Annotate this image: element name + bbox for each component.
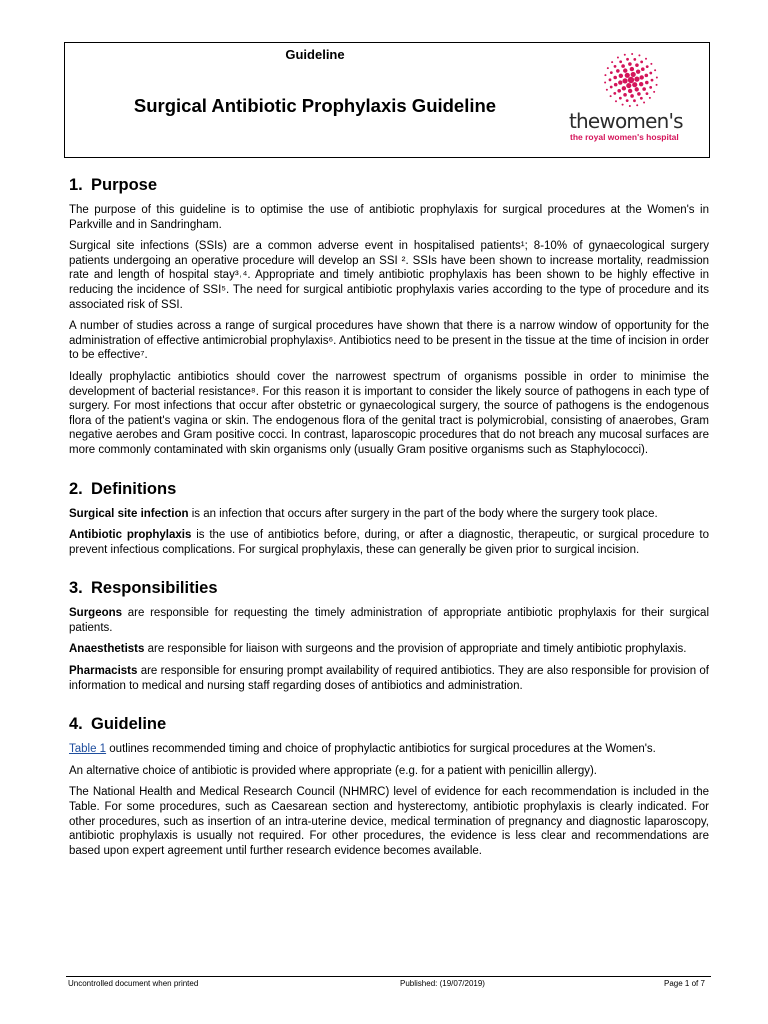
logo-dot [656,84,658,86]
logo-dot [614,83,618,87]
logo-dot [609,78,612,81]
logo-dot [619,60,622,63]
logo-dot [645,58,647,60]
paragraph: The National Health and Medical Research Council (NHMRC) level of evidence for each recommendation is included in the Table. For some procedures, such as Caesarean section and hysterectomy, antibiotic prophylaxis is clearly indicated. For other procedures, such as insertion of an intra-uterine device, medical termination of pregnancy and diagnostic laparoscopy, antibiotic prophylaxis is usually not required. For other procedures, the evidence is less clear and recommendations are based upon expert agreement until further research evidence becomes available. [69,786,709,857]
logo-dot [651,79,654,82]
logo-dot [633,58,636,61]
logo-dot [613,92,616,95]
footer-published: Published: (19/07/2019) [400,979,485,988]
document-header [64,42,710,158]
logo-dot [631,72,636,77]
logo-dot [622,104,624,106]
logo-dot [632,82,637,87]
responsibility-pharmacists: Pharmacists are responsible for ensuring prompt availability of required antibiotics. They are also responsible for provision of information to medical and nursing staff regarding doses of antibiotics and administration. [69,665,709,692]
logo-dot [617,89,621,93]
logo-subtitle: the royal women's hospital [570,132,679,142]
logo-dot [607,67,609,69]
logo-dot [625,73,630,78]
logo-dot [626,99,629,102]
logo-dot [616,69,620,73]
paragraph: Ideally prophylactic antibiotics should cover the narrowest spectrum of organisms possible in order to minimise the development of bacterial resistance⁸. For this reason it is important to consider the likely source of pathogens in each type of surgery. For most infections that occur after obstetric or gynaecological surgery, the source of pathogens is the endogenous flora of the patient's vagina or skin. The endogenous flora of the genital tract is polymicrobial, consisting of anaerobes, Gram negative aerobes and Gram positive cocci. In contrast, laparoscopic procedures that do not breach any mucosal surfaces are more commonly contaminated with skin organisms only (usually Gram positive organisms such as Staphylococci). [69,370,709,456]
logo-dot [631,53,633,55]
logo-dot [649,97,651,99]
logo-dot [614,65,617,68]
logo-dot [640,97,643,100]
definition-ssi: Surgical site infection is an infection that occurs after surgery in the part of the body where the surgery took place. [69,507,658,520]
logo-dot [636,69,640,73]
section-heading: 2. Definitions [69,479,177,498]
logo-dot [617,57,619,59]
logo-dot [643,101,645,103]
logo-dot [604,74,606,76]
logo-dot [640,61,643,64]
footer-divider [66,976,711,977]
logo-dot [640,75,644,79]
document-title: Surgical Antibiotic Prophylaxis Guideline [133,95,497,116]
logo-dot [613,76,617,80]
logo-dot [624,54,626,56]
hospital-logo [567,51,707,151]
logo-dot [628,89,632,93]
logo-dot [629,105,631,107]
logo-dot [645,81,649,85]
logo-dot [646,65,649,68]
document-body [69,176,709,880]
logo-dot [630,67,634,71]
logo-dot [606,89,608,91]
section-heading: 3. Responsibilities [69,579,218,598]
logo-dot [645,74,649,78]
section-guideline [69,715,709,858]
footer-page-number: Page 1 of 7 [664,979,705,988]
logo-dot [628,62,632,66]
logo-dot [619,74,623,78]
logo-dot [615,100,617,102]
logo-dot [633,99,636,102]
section-heading: 1. Purpose [69,176,158,194]
logo-dot [622,78,627,83]
logo-dot [650,63,652,65]
logo-dots-icon [602,51,660,109]
paragraph: Table 1 outlines recommended timing and choice of prophylactic antibiotics for surgical procedures at the Women's. [69,743,656,756]
footer-uncontrolled: Uncontrolled document when printed [68,979,199,988]
logo-dot [649,72,652,75]
logo-dot [642,87,646,91]
logo-dot [641,67,645,71]
logo-dot [637,92,641,96]
responsibility-surgeons: Surgeons are responsible for requesting the timely administration of appropriate antibiotic prophylaxis for their surgical patients. [69,607,709,634]
logo-dot [630,94,634,98]
section-definitions [69,480,709,558]
section-heading: 4. Guideline [69,715,167,734]
logo-dot [626,83,631,88]
logo-dot [621,64,625,68]
logo-dot [646,92,649,95]
section-responsibilities [69,579,709,693]
logo-dot [649,86,652,89]
logo-dot [610,95,612,97]
logo-dot [610,71,613,74]
logo-dot [623,68,627,72]
logo-dot [619,97,622,100]
logo-dot [618,80,622,84]
logo-dot [623,93,627,97]
logo-name: thewomen's [569,109,683,133]
definition-antibiotic-prophylaxis: Antibiotic prophylaxis is the use of antibiotics before, during, or after a diagnostic, therapeutic, or surgical procedure to prevent infectious complications. For surgical prophylaxis, these can generally be given prior to surgical incision. [69,529,709,556]
logo-dot [611,61,613,63]
logo-dot [634,77,639,82]
logo-dot [656,76,658,78]
logo-dot [654,69,656,71]
logo-dot [635,63,639,67]
logo-dot [636,104,638,106]
section-purpose [69,176,709,458]
logo-dot [628,77,634,83]
logo-dot [635,87,639,91]
paragraph: An alternative choice of antibiotic is provided where appropriate (e.g. for a patient with penicillin allergy). [69,764,598,777]
paragraph: A number of studies across a range of surgical procedures have shown that there is a narrow window of opportunity for the administration of effective antimicrobial prophylaxis⁶. Antibiotics need to be present in the tissue at the time of incision in order to be effective⁷. [69,320,709,362]
document-type: Guideline [285,47,345,62]
logo-dot [626,58,629,61]
logo-dot [638,54,640,56]
logo-dot [639,82,643,86]
responsibility-anaesthetists: Anaesthetists are responsible for liaison with surgeons and the provision of appropriate and timely antibiotic prophylaxis. [69,643,687,656]
logo-dot [653,91,655,93]
logo-dot [604,82,606,84]
table-1-link[interactable]: Table 1 [69,743,107,756]
paragraph: Surgical site infections (SSIs) are a common adverse event in hospitalised patients¹; 8-10% of gynaecological surgery patients undergoing an operative procedure will develop an SSI ². SSIs have been shown to increase mortality, readmission rate and length of hospital stay³˒⁴. Appropriate and timely antibiotic prophylaxis has been shown to be highly effective in reducing the incidence of SSI⁵. The need for surgical antibiotic prophylaxis varies according to the type of procedure and its associated risk of SSI. [69,240,709,311]
logo-dot [610,86,613,89]
logo-dot [622,86,626,90]
paragraph: The purpose of this guideline is to optimise the use of antibiotic prophylaxis for surgical procedures at the Women's in Parkville and in Sandringham. [69,204,709,231]
